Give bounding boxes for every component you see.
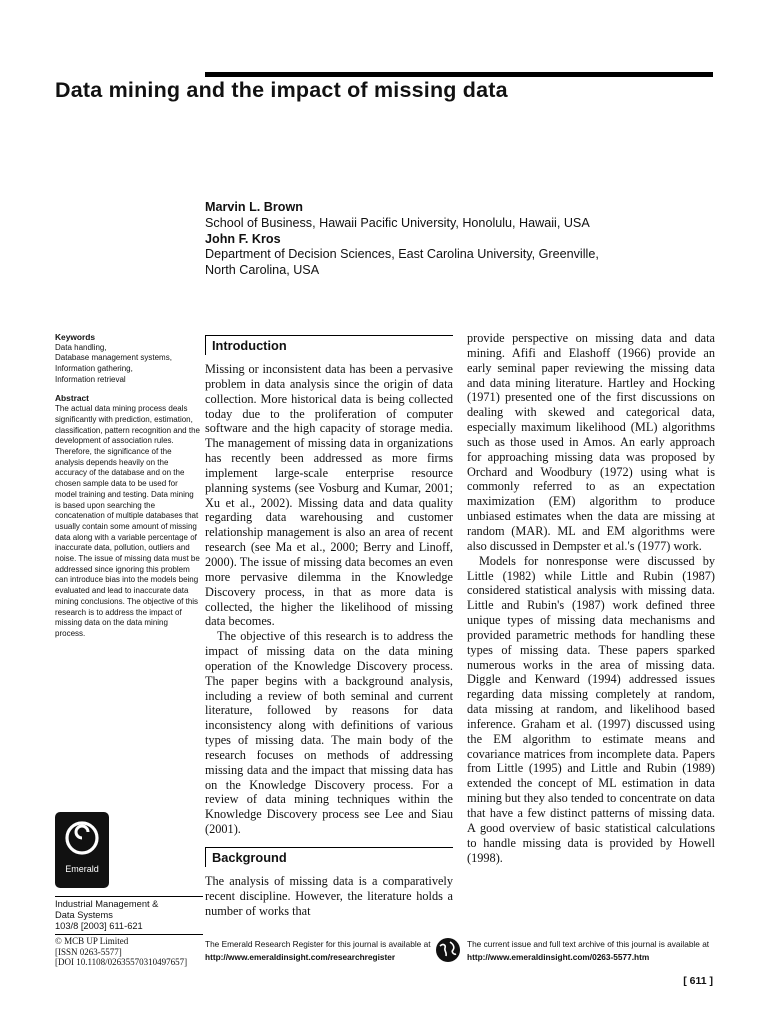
paragraph: provide perspective on missing data and data mining. Afifi and Elashoff (1966) provide an early seminal paper reviewing the missing data and data mining literature. Hartley and Hocking (1971) presented one of the first discussions on dealing with skewed and categorical data, especially maximum likelihood (ML) algorithms such as those used in Amos. An early approach for approaching missing data was proposed by Orchard and Woodbury (1972) using what is commonly referred to as an expectation maximization (EM) algorithm to produce unbiased estimates when the data are missing at random (MAR). ML and EM algorithms were also discussed in Dempster et al.'s (1977) work. xyxy=(467,331,715,553)
author-name: John F. Kros xyxy=(205,231,281,246)
journal-info xyxy=(55,896,203,968)
journal-line: Industrial Management & xyxy=(55,899,159,909)
footer-right xyxy=(467,938,717,964)
author-affiliation: Department of Decision Sciences, East Carolina University, Greenville, xyxy=(205,247,599,262)
abstract-title: Abstract xyxy=(55,392,89,403)
column-two xyxy=(467,331,715,865)
research-register-link[interactable]: http://www.emeraldinsight.com/researchregister xyxy=(205,952,396,962)
section-heading-background: Background xyxy=(205,847,453,867)
column-one xyxy=(205,335,453,919)
copyright: © MCB UP Limited xyxy=(55,936,129,947)
keyword: Database management systems, xyxy=(55,353,172,363)
author-block xyxy=(205,200,725,279)
paragraph: The analysis of missing data is a comparatively recent discipline. However, the literature holds a number of works that xyxy=(205,874,453,918)
page-number: [ 611 ] xyxy=(683,975,713,987)
journal-line: Data Systems xyxy=(55,909,113,920)
emerald-logo-icon xyxy=(62,818,102,862)
logo-label: Emerald xyxy=(65,864,99,874)
keyword: Information gathering, xyxy=(55,364,133,374)
footer-left-text: The Emerald Research Register for this journal is available at xyxy=(205,939,431,949)
author-affiliation: North Carolina, USA xyxy=(205,263,320,278)
sidebar xyxy=(55,332,200,640)
keyword: Information retrieval xyxy=(55,374,126,384)
globe-icon xyxy=(435,937,461,963)
section-heading-introduction: Introduction xyxy=(205,335,453,355)
paragraph: Missing or inconsistent data has been a pervasive problem in data analysis since the origin of data collection. More historical data is being collected today due to the proliferation of computer software and the high capacity of storage media. The management of missing data in organizations has recently been addressed as more firms implement large-scale enterprise resource planning systems (see Vosburg and Kumar, 2001; Xu et al., 2002). Missing data and data quality regarding data warehousing and customer relationship management is also an area of recent research (see Ma et al., 2000; Berry and Linoff, 2000). The issue of missing data becomes an even more pervasive dilemma in the Knowledge Discovery process, in that as more data is collected, the higher the likelihood of missing data becomes. xyxy=(205,362,453,629)
keywords-list xyxy=(55,343,200,386)
keyword: Data handling, xyxy=(55,342,107,352)
emerald-logo xyxy=(55,812,109,888)
footer-right-text: The current issue and full text archive of this journal is available at xyxy=(467,939,710,949)
keywords-title: Keywords xyxy=(55,332,96,342)
paper-title: Data mining and the impact of missing data xyxy=(55,78,508,102)
journal-meta xyxy=(55,934,203,968)
footer-left xyxy=(205,938,455,964)
journal-archive-link[interactable]: http://www.emeraldinsight.com/0263-5577.htm xyxy=(467,952,650,962)
paragraph: Models for nonresponse were discussed by Little (1982) while Little and Rubin (1987) considered statistical analysis with missing data. Little and Rubin's (1987) work defined three unique types of missing data mechanisms and provided parametric methods for handling these types of missing data. These papers sparked numerous works in the area of missing data. Diggle and Kenward (1994) addressed issues regarding data missing completely at random, data missing at random, and likelihood based inference. Graham et al. (1997) discussed using the EM algorithm to estimate means and covariance matrices from incomplete data. Papers from Little (1995) and Little and Rubin (1989) extended the concept of ML estimation in data mining but they also tended to concentrate on data that have a few distinct patterns of missing data. A good overview of basic statistical calculations to handle missing data is provided by Howell (1998). xyxy=(467,553,715,865)
paragraph: The objective of this research is to address the impact of missing data on the data mining operation of the Knowledge Discovery process. The paper begins with a background analysis, including a review of both seminal and current literature, followed by reasons for data inconsistency along with definitions of various types of missing data. The main body of the research focuses on methods of addressing missing data and the impact that missing data has on the Knowledge Discovery process. For a review of data mining techniques within the Knowledge Discovery process see Lee and Siau (2001). xyxy=(205,629,453,837)
author-affiliation: School of Business, Hawaii Pacific University, Honolulu, Hawaii, USA xyxy=(205,215,590,230)
doi: [DOI 10.1108/02635570310497657] xyxy=(55,957,188,968)
author-name: Marvin L. Brown xyxy=(205,200,303,214)
title-rule xyxy=(205,72,713,77)
abstract-text: The actual data mining process deals significantly with prediction, estimation, classification, pattern recognition and the development of association rules. Therefore, the significance of the analysis depends heavily on the accuracy of the database and on the chosen sample data to be used for model training and testing. Data mining is based upon searching the concatenation of multiple databases that usually contain some amount of missing data along with a variable percentage of inaccurate data, pollution, outliers and noise. The issue of missing data must be addressed since ignoring this problem can introduce bias into the models being evaluated and lead to inaccurate data mining conclusions. The objective of this research is to address the impact of missing data on the data mining process. xyxy=(55,404,200,638)
journal-line: 103/8 [2003] 611-621 xyxy=(55,920,143,931)
issn: [ISSN 0263-5577] xyxy=(55,946,122,957)
